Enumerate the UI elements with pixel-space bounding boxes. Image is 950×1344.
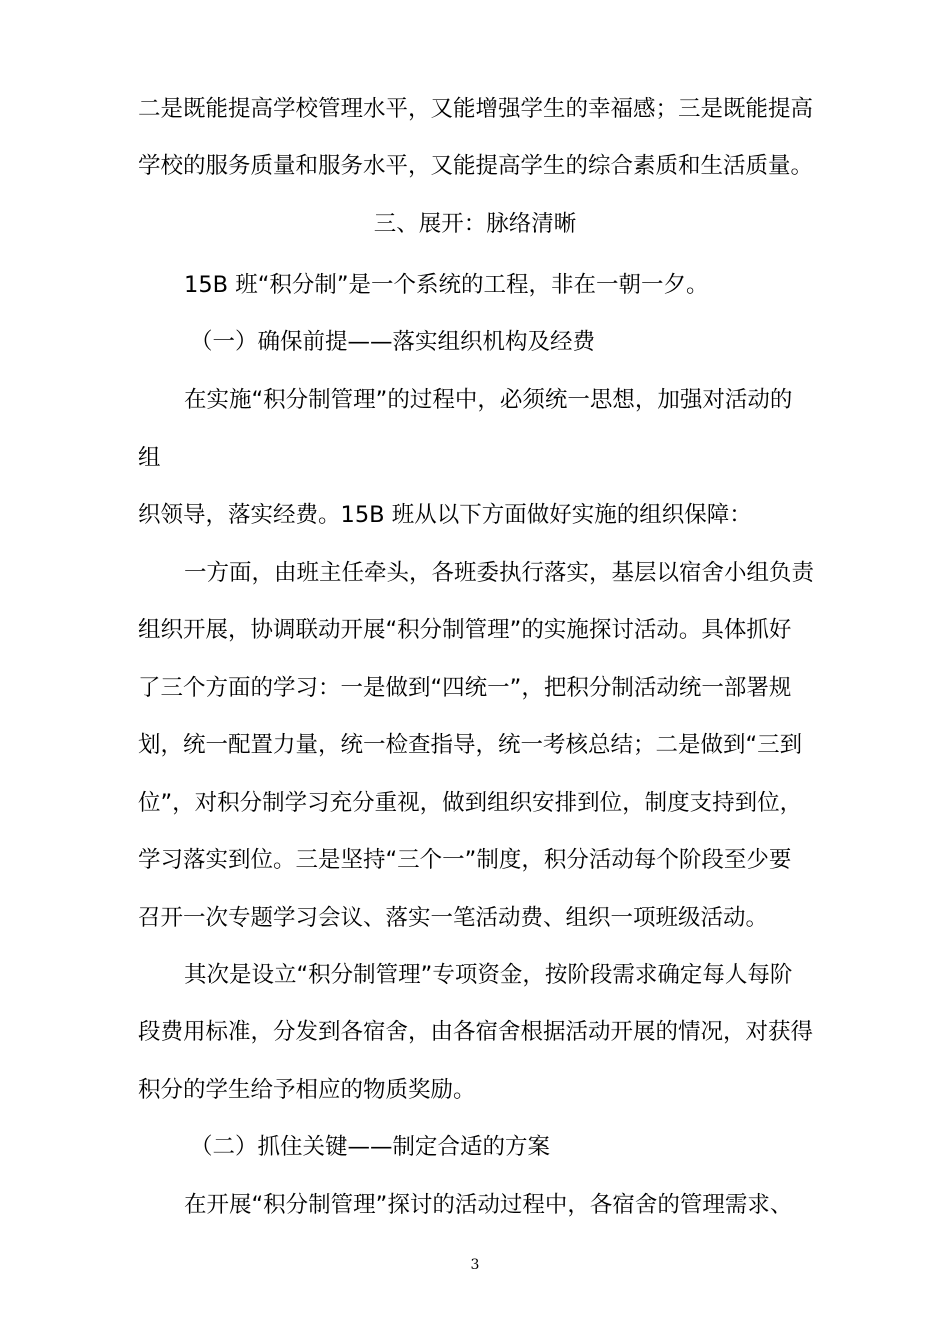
- paragraph-line: 组: [138, 445, 161, 471]
- paragraph-line: 在开展“积分制管理”探讨的活动过程中，各宿舍的管理需求、: [184, 1192, 793, 1218]
- paragraph-line: 划，统一配置力量，统一检查指导，统一考核总结；二是做到“三到: [138, 732, 803, 758]
- paragraph-line: 学校的服务质量和服务水平，又能提高学生的综合素质和生活质量。: [138, 153, 814, 179]
- paragraph-line: 位”，对积分制学习充分重视，做到组织安排到位，制度支持到位，: [138, 790, 803, 816]
- paragraph-line: 在实施“积分制管理”的过程中，必须统一思想，加强对活动的: [184, 387, 793, 413]
- subsection-heading: （二）抓住关键——制定合适的方案: [190, 1134, 551, 1160]
- paragraph-line: 15B 班“积分制”是一个系统的工程，非在一朝一夕。: [184, 272, 709, 298]
- paragraph-line: 织领导，落实经费。15B 班从以下方面做好实施的组织保障：: [138, 502, 752, 528]
- paragraph-line: 段费用标准，分发到各宿舍，由各宿舍根据活动开展的情况，对获得: [138, 1019, 814, 1045]
- paragraph-line: 召开一次专题学习会议、落实一笔活动费、组织一项班级活动。: [138, 905, 769, 931]
- paragraph-line: 一方面，由班主任牵头，各班委执行落实，基层以宿舍小组负责: [184, 560, 815, 586]
- paragraph-line: 二是既能提高学校管理水平，又能增强学生的幸福感；三是既能提高: [138, 96, 814, 122]
- subsection-heading: （一）确保前提——落实组织机构及经费: [190, 329, 596, 355]
- paragraph-line: 其次是设立“积分制管理”专项资金，按阶段需求确定每人每阶: [184, 962, 793, 988]
- paragraph-line: 积分的学生给予相应的物质奖励。: [138, 1077, 476, 1103]
- page-number: 3: [470, 1257, 480, 1273]
- paragraph-line: 组织开展，协调联动开展“积分制管理”的实施探讨活动。具体抓好: [138, 617, 792, 643]
- paragraph-line: 学习落实到位。三是坚持“三个一”制度，积分活动每个阶段至少要: [138, 847, 792, 873]
- paragraph-line: 了三个方面的学习：一是做到“四统一”，把积分制活动统一部署规: [138, 675, 792, 701]
- section-heading: 三、展开：脉络清晰: [373, 211, 577, 237]
